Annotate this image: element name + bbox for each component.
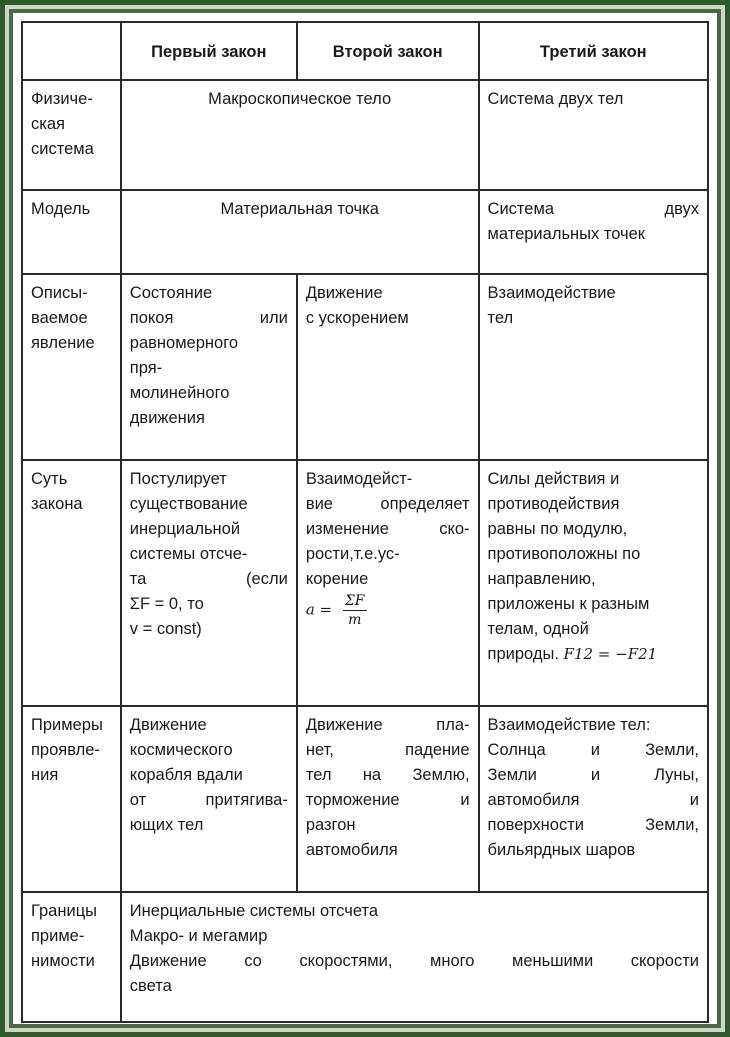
row-label-limits: Границы приме- нимости xyxy=(22,892,121,1022)
essence-first-cell: Постулирует существование инерциальной системы отсче- та (если ΣF = 0, то v = const) xyxy=(121,460,297,706)
table-row-limits xyxy=(22,892,708,1022)
header-empty-cell xyxy=(22,22,121,80)
essence-second-cell: Взаимодейст- вие определяет изменение ско- рости,т.е.ус- корение a = $\frac{\Sigma F}{m}$ xyxy=(297,460,479,706)
limits-cell: Инерциальные системы отсчета Макро- и мегамир Движение со скоростями, много меньшими скорости света xyxy=(121,892,708,1022)
examples-first-cell: Движение космического корабля вдали от притягива- ющих тел xyxy=(121,706,297,892)
phenomenon-first-cell: Состояние покоя или равномерного пря- молинейного движения xyxy=(121,274,297,460)
row-label-phenomenon: Описы- ваемое явление xyxy=(22,274,121,460)
table-row-essence xyxy=(22,460,708,706)
essence-third-cell: Силы действия и противодействия равны по модулю, противоположны по направлению, приложены к разным телам, одной природы. F12 = −F21 xyxy=(479,460,708,706)
second-law-formula: a = $\frac{\Sigma F}{m}$ xyxy=(305,593,365,628)
examples-second-cell: Движение пла- нет, падение тел на Землю, торможение и разгон автомобиля xyxy=(297,706,479,892)
phenomenon-third-cell: Взаимодействие тел xyxy=(479,274,708,460)
row-label-essence: Суть закона xyxy=(22,460,121,706)
table-row-phenomenon xyxy=(22,274,708,460)
phenomenon-second-cell: Движение с ускорением xyxy=(297,274,479,460)
row-label-model: Модель xyxy=(22,190,121,274)
third-law-formula: F12 = −F21 xyxy=(563,645,658,663)
row-label-physical-system: Физиче- ская система xyxy=(22,80,121,190)
newton-laws-table xyxy=(21,21,709,1023)
model-first-second-cell: Материальная точка xyxy=(121,190,479,274)
model-third-cell: Система двух материальных точек xyxy=(479,190,708,274)
constant-velocity-formula: v = const) xyxy=(129,620,202,638)
acceleration-fraction: $\frac{\Sigma F}{m}$ xyxy=(344,593,365,628)
first-law-formula: ΣF = 0, то xyxy=(129,595,204,613)
header-third-law: Третий закон xyxy=(479,22,708,80)
header-second-law: Второй закон xyxy=(297,22,479,80)
header-row xyxy=(22,22,708,80)
table-row-physical-system xyxy=(22,80,708,190)
row-label-examples: Примеры проявле- ния xyxy=(22,706,121,892)
table-page xyxy=(13,13,717,1024)
table-row-model xyxy=(22,190,708,274)
system-third-cell: Система двух тел xyxy=(479,80,708,190)
table-row-examples xyxy=(22,706,708,892)
examples-third-cell: Взаимодействие тел: Солнца и Земли, Земли и Луны, автомобиля и поверхности Земли, бильярдных шаров xyxy=(479,706,708,892)
header-first-law: Первый закон xyxy=(121,22,297,80)
system-first-second-cell: Макроскопическое тело xyxy=(121,80,479,190)
